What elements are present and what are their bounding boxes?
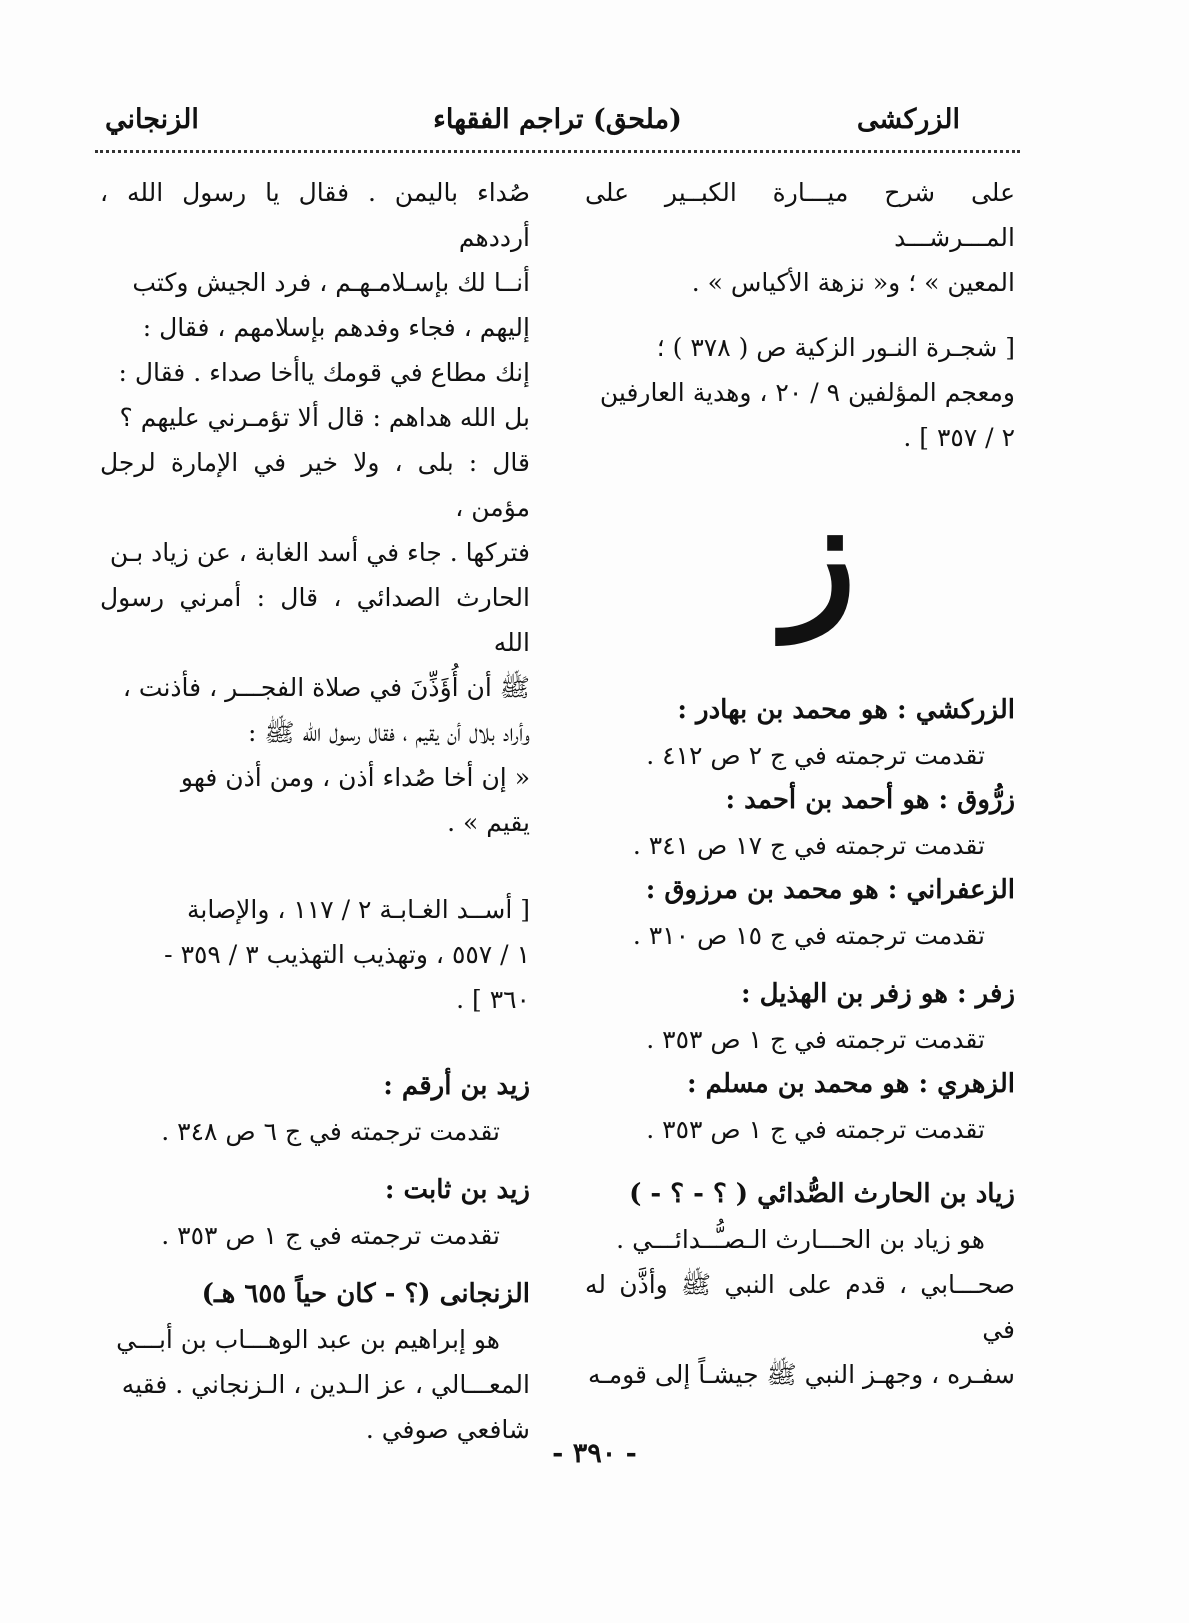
text-line: ﷺ أن أُؤَذِّنَ في صلاة الفجـــر ، فأذنت ، — [122, 673, 530, 702]
entry-reference: تقدمت ترجمته في ج ١ ص ٣٥٣ . — [646, 1115, 985, 1144]
text-line: إنك مطاع في قومك ياأخا صداء . فقال : — [118, 358, 530, 387]
text-line: الحارث الصدائي ، قال : أمرني رسول الله — [100, 583, 530, 657]
entry-heading: زفر : هو زفر بن الهذيل : — [740, 979, 1015, 1009]
entry-ziyad — [585, 1172, 1015, 1397]
entry-heading: زيد بن ثابت : — [384, 1175, 530, 1205]
entry-heading: زرُّوق : هو أحمد بن أحمد : — [725, 785, 1015, 815]
text-line: هو إبراهيم بن عبد الوهـــاب بن أبـــي — [116, 1325, 500, 1354]
entry — [100, 1168, 530, 1258]
header-left-title: الزنجاني — [105, 104, 199, 135]
source-line: [ أســد الغـابـة ٢ / ١١٧ ، والإصابة — [186, 895, 530, 924]
text-line: بل الله هداهم : قال ألا تؤمـرني عليهم ؟ — [119, 403, 530, 432]
entry-reference: تقدمت ترجمته في ج ٢ ص ٤١٢ . — [646, 741, 985, 770]
header-dotted-rule — [95, 150, 1020, 153]
text-line: سفـره ، وجهـز النبي ﷺ جيشـاً إلى قومـه — [588, 1360, 1015, 1389]
right-column — [585, 170, 1015, 1397]
source-line: [ شجـرة النـور الزكية ص ( ٣٧٨ ) ؛ — [656, 333, 1015, 362]
entry — [585, 1062, 1015, 1152]
entry-heading: الزهري : هو محمد بن مسلم : — [687, 1069, 1015, 1099]
section-letter: ز — [783, 467, 857, 643]
text-line: وأراد بلال أن يقيم ، فقال رسول الله ﷺ : — [247, 718, 530, 747]
entry — [585, 972, 1015, 1062]
entry-reference: تقدمت ترجمته في ج ١٧ ص ٣٤١ . — [632, 831, 985, 860]
source-line: ٢ / ٣٥٧ ] . — [903, 423, 1015, 452]
text-line: فتركها . جاء في أسد الغابة ، عن زياد بـن — [109, 538, 530, 567]
left-column — [100, 170, 530, 1452]
text-line: صحـــابي ، قدم على النبي ﷺ وأذَّن له في — [585, 1270, 1015, 1344]
story-paragraph — [100, 170, 530, 845]
sources-block — [100, 887, 530, 1022]
entry-heading: الزنجانى (؟ - كان حياً ٦٥٥ هـ) — [201, 1279, 530, 1309]
text-line: « إن أخا صُداء أذن ، ومن أذن فهو — [180, 763, 530, 792]
entry-reference: تقدمت ترجمته في ج ١٥ ص ٣١٠ . — [632, 921, 985, 950]
text-line: أنــا لك بإسـلامـهـم ، فرد الجيش وكتب — [132, 268, 530, 297]
header-center-title: (ملحق) تراجم الفقهاء — [433, 104, 682, 135]
text-line: المعين » ؛ و« نزهة الأكياس » . — [691, 268, 1015, 297]
entry — [585, 868, 1015, 958]
entry-heading: زياد بن الحارث الصُّدائي ( ؟ - ؟ - ) — [629, 1179, 1015, 1209]
entry-heading: الزركشي : هو محمد بن بهادر : — [677, 695, 1015, 725]
text-line: قال : بلى ، ولا خير في الإمارة لرجل مؤمن ، — [100, 448, 530, 522]
entry — [100, 1064, 530, 1154]
running-header — [95, 104, 1020, 144]
text-line: المعـــالي ، عز الـدين ، الـزنجاني . فقيه — [121, 1370, 530, 1399]
page-number: - ٣٩٠ - — [552, 1438, 637, 1469]
text-line: على شرح ميـــارة الكبــير على المـــرشـــد — [585, 178, 1015, 252]
source-line: ومعجم المؤلفين ٩ / ٢٠ ، وهدية العارفين — [599, 378, 1015, 407]
entry-heading: الزعفراني : هو محمد بن مرزوق : — [645, 875, 1015, 905]
source-line: ٣٦٠ ] . — [456, 985, 530, 1014]
entry-zanjani — [100, 1272, 530, 1452]
entry-reference: تقدمت ترجمته في ج ١ ص ٣٥٣ . — [161, 1221, 500, 1250]
header-right-title: الزركشى — [856, 104, 960, 135]
text-line: شافعي صوفي . — [365, 1415, 530, 1444]
entry-heading: زيد بن أرقم : — [383, 1071, 530, 1101]
entry — [585, 778, 1015, 868]
source-line: ١ / ٥٥٧ ، وتهذيب التهذيب ٣ / ٣٥٩ - — [164, 940, 530, 969]
text-line: يقيم » . — [447, 808, 530, 837]
text-line: هو زياد بن الحـــارث الـصـُّــدائـــي . — [616, 1225, 985, 1254]
text-line: إليهم ، فجاء وفدهم بإسلامهم ، فقال : — [142, 313, 530, 342]
entry-reference: تقدمت ترجمته في ج ٦ ص ٣٤٨ . — [161, 1117, 500, 1146]
entry — [585, 688, 1015, 778]
intro-paragraph — [585, 170, 1015, 305]
text-line: صُداء باليمن . فقال يا رسول الله ، أرددهم — [100, 178, 530, 252]
entry-reference: تقدمت ترجمته في ج ١ ص ٣٥٣ . — [646, 1025, 985, 1054]
sources-block — [585, 325, 1015, 460]
